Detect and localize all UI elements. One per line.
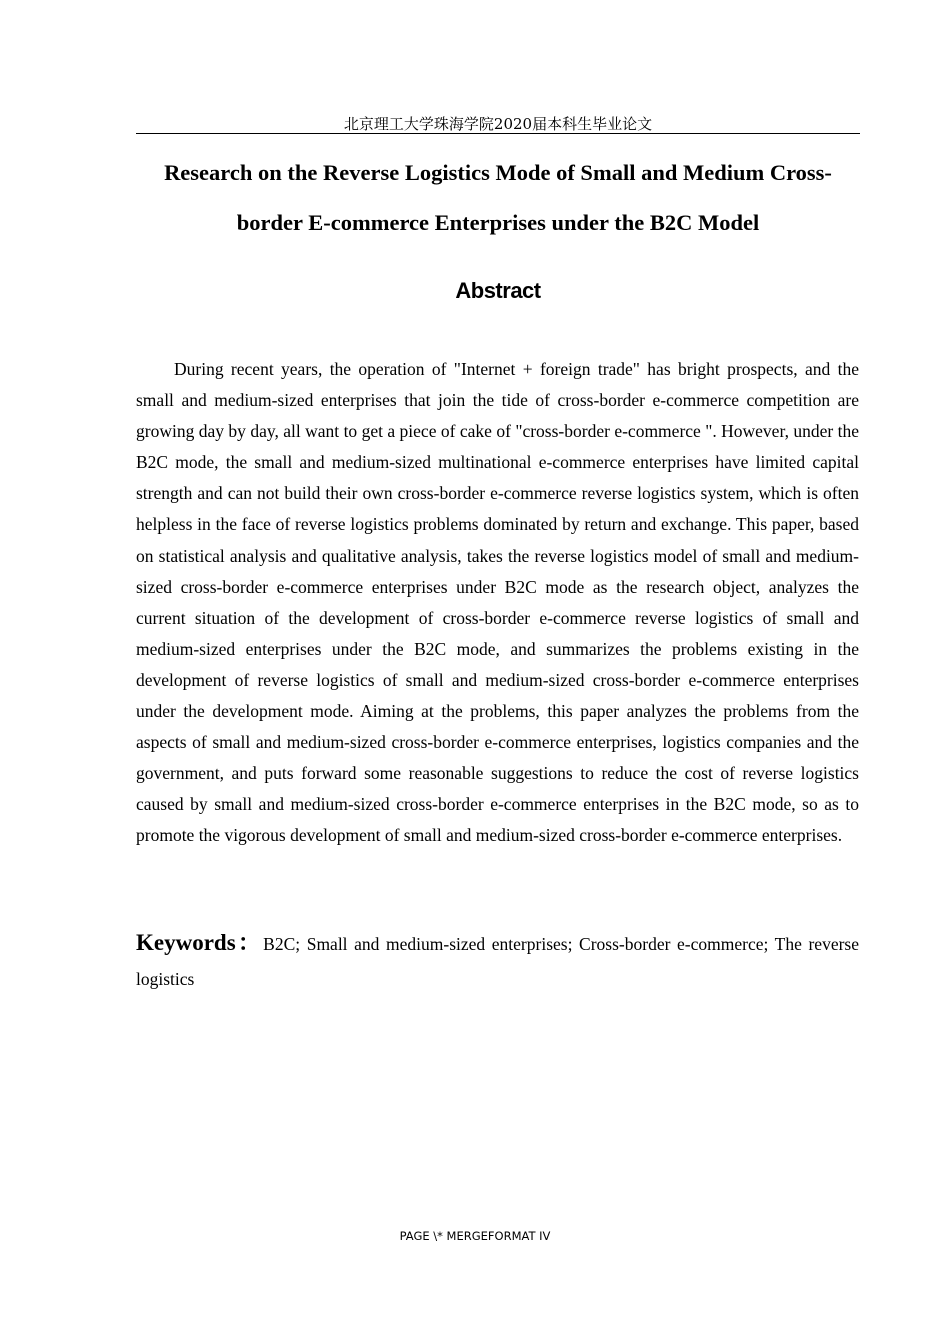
paper-title: Research on the Reverse Logistics Mode of Small and Medium Cross-border E-commerce Enterprises under the B2C Model bbox=[164, 160, 832, 235]
abstract-heading: Abstract bbox=[455, 278, 541, 303]
keywords-label: Keywords： bbox=[136, 930, 264, 955]
keywords-text: B2C; Small and medium-sized enterprises; Cross-border e-commerce; The reverse logistics bbox=[136, 934, 859, 989]
running-header: 北京理工大学珠海学院2020届本科生毕业论文 bbox=[343, 115, 653, 133]
keywords-paragraph bbox=[136, 925, 859, 997]
abstract-body: During recent years, the operation of "Internet + foreign trade" has bright prospects, and the small and medium-sized enterprises that join the tide of cross-border e-commerce competition are growing day by day, all want to get a piece of cake of "cross-border e-commerce ". However, under the B2C mode, the small and medium-sized multinational e-commerce enterprises have limited capital strength and can not build their own cross-border e-commerce reverse logistics system, which is often helpless in the face of reverse logistics problems dominated by return and exchange. This paper, based on statistical analysis and qualitative analysis, takes the reverse logistics model of small and medium-sized cross-border e-commerce enterprises under B2C mode as the research object, analyzes the current situation of the development of cross-border e-commerce reverse logistics of small and medium-sized enterprises under the B2C mode, and summarizes the problems existing in the development of reverse logistics of small and medium-sized cross-border e-commerce enterprises under the development mode. Aiming at the problems, this paper analyzes the problems from the aspects of small and medium-sized cross-border e-commerce enterprises, logistics companies and the government, and puts forward some reasonable suggestions to reduce the cost of reverse logistics caused by small and medium-sized cross-border e-commerce enterprises in the B2C mode, so as to promote the vigorous development of small and medium-sized cross-border e-commerce enterprises. bbox=[136, 359, 859, 846]
header-rule bbox=[136, 133, 860, 134]
page-footer: PAGE \* MERGEFORMAT IV bbox=[399, 1229, 551, 1243]
